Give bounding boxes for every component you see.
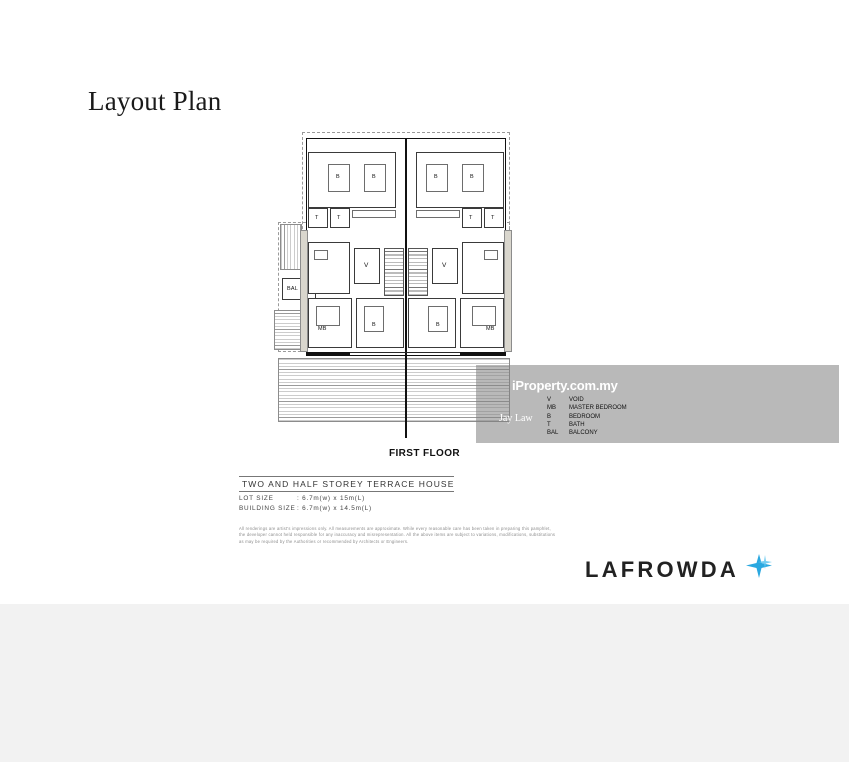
bed-furniture-bottom-right [428, 306, 448, 332]
legend-item-master-bedroom [547, 404, 627, 412]
disclaimer-text: All renderings are artist's impressions only. All measurements are approximate. While every reasonable care has been taken in preparing this pamphlet, the developer cannot held responsible for any inaccuracy and misrepresentation. All the above items are subject to variations, modifications, substitutions as may be required by the Authorities or recommended by Architects or Engineers. [239, 526, 556, 544]
legend-key-void: V [547, 397, 552, 403]
label-void-right: V [442, 262, 447, 269]
legend-key-bedroom: B [547, 413, 552, 420]
fixture-left-1 [314, 250, 328, 260]
label-master-right: MB [486, 326, 495, 332]
label-balcony: BAL [287, 286, 298, 292]
wall-bottom-mid [350, 352, 460, 353]
specs-lot-value: : 6.7m(w) x 15m(L) [297, 495, 366, 502]
specs-row-building [239, 505, 569, 512]
star-burst-icon [745, 553, 773, 579]
wall-bottom-left [306, 352, 350, 356]
page-title: Layout Plan [88, 86, 222, 116]
legend-item-balcony [547, 429, 627, 437]
legend-label-void: VOID [569, 397, 584, 403]
roof-strip-right [504, 230, 512, 352]
iproperty-watermark-text: iProperty.com.my [512, 378, 618, 393]
legend-key-bath: T [547, 421, 551, 428]
label-bath-3: T [469, 215, 473, 221]
specs-row-lot [239, 495, 569, 502]
staircase-right [408, 248, 428, 296]
developer-logo-text: LAFROWDA [585, 557, 739, 582]
label-bedroom-top-right-2: B [470, 174, 474, 180]
staircase-left [384, 248, 404, 296]
label-master-left: MB [318, 326, 327, 332]
floor-caption: FIRST FLOOR [388, 448, 461, 459]
specs-building-value: : 6.7m(w) x 14.5m(L) [297, 505, 372, 512]
label-bedroom-bottom-right: B [436, 322, 440, 328]
label-bedroom-top-left-2: B [372, 174, 376, 180]
fixture-right-1 [484, 250, 498, 260]
wall-bottom-right [460, 352, 506, 356]
legend-key-master-bedroom: MB [547, 405, 556, 412]
label-bath-2: T [337, 215, 341, 221]
label-bedroom-top-left: B [336, 174, 340, 180]
bed-furniture-master-right [472, 306, 496, 326]
specs-building-label: BUILDING SIZE [239, 505, 296, 512]
roof-panel-left-mid [280, 224, 302, 270]
roof-strip-left [300, 230, 308, 352]
watermark-panel [476, 365, 839, 443]
watermark-username: Jay Law [499, 413, 533, 424]
wardrobe-left [352, 210, 396, 218]
legend-list [547, 396, 627, 437]
legend-label-bedroom: BEDROOM [569, 413, 601, 420]
legend-label-master-bedroom: MASTER BEDROOM [569, 405, 627, 412]
legend-item-bedroom [547, 413, 627, 421]
bed-furniture-bottom-left [364, 306, 384, 332]
legend-label-bath: BATH [569, 421, 585, 428]
brochure-sheet [10, 8, 839, 596]
label-bath-4: T [491, 215, 495, 221]
specs-block [239, 474, 569, 512]
label-bath-1: T [315, 215, 319, 221]
legend-item-bath [547, 421, 627, 429]
label-bedroom-top-right: B [434, 174, 438, 180]
legend-label-balcony: BALCONY [569, 430, 598, 437]
legend-item-void [547, 396, 627, 404]
label-bedroom-bottom-left: B [372, 322, 376, 328]
specs-heading: TWO AND HALF STOREY TERRACE HOUSE [239, 476, 454, 492]
iproperty-watermark [499, 378, 618, 393]
wardrobe-right [416, 210, 460, 218]
label-void-left: V [364, 262, 369, 269]
bed-furniture-master-left [316, 306, 340, 326]
specs-lot-label: LOT SIZE [239, 495, 274, 502]
legend-key-balcony: BAL [547, 430, 559, 437]
